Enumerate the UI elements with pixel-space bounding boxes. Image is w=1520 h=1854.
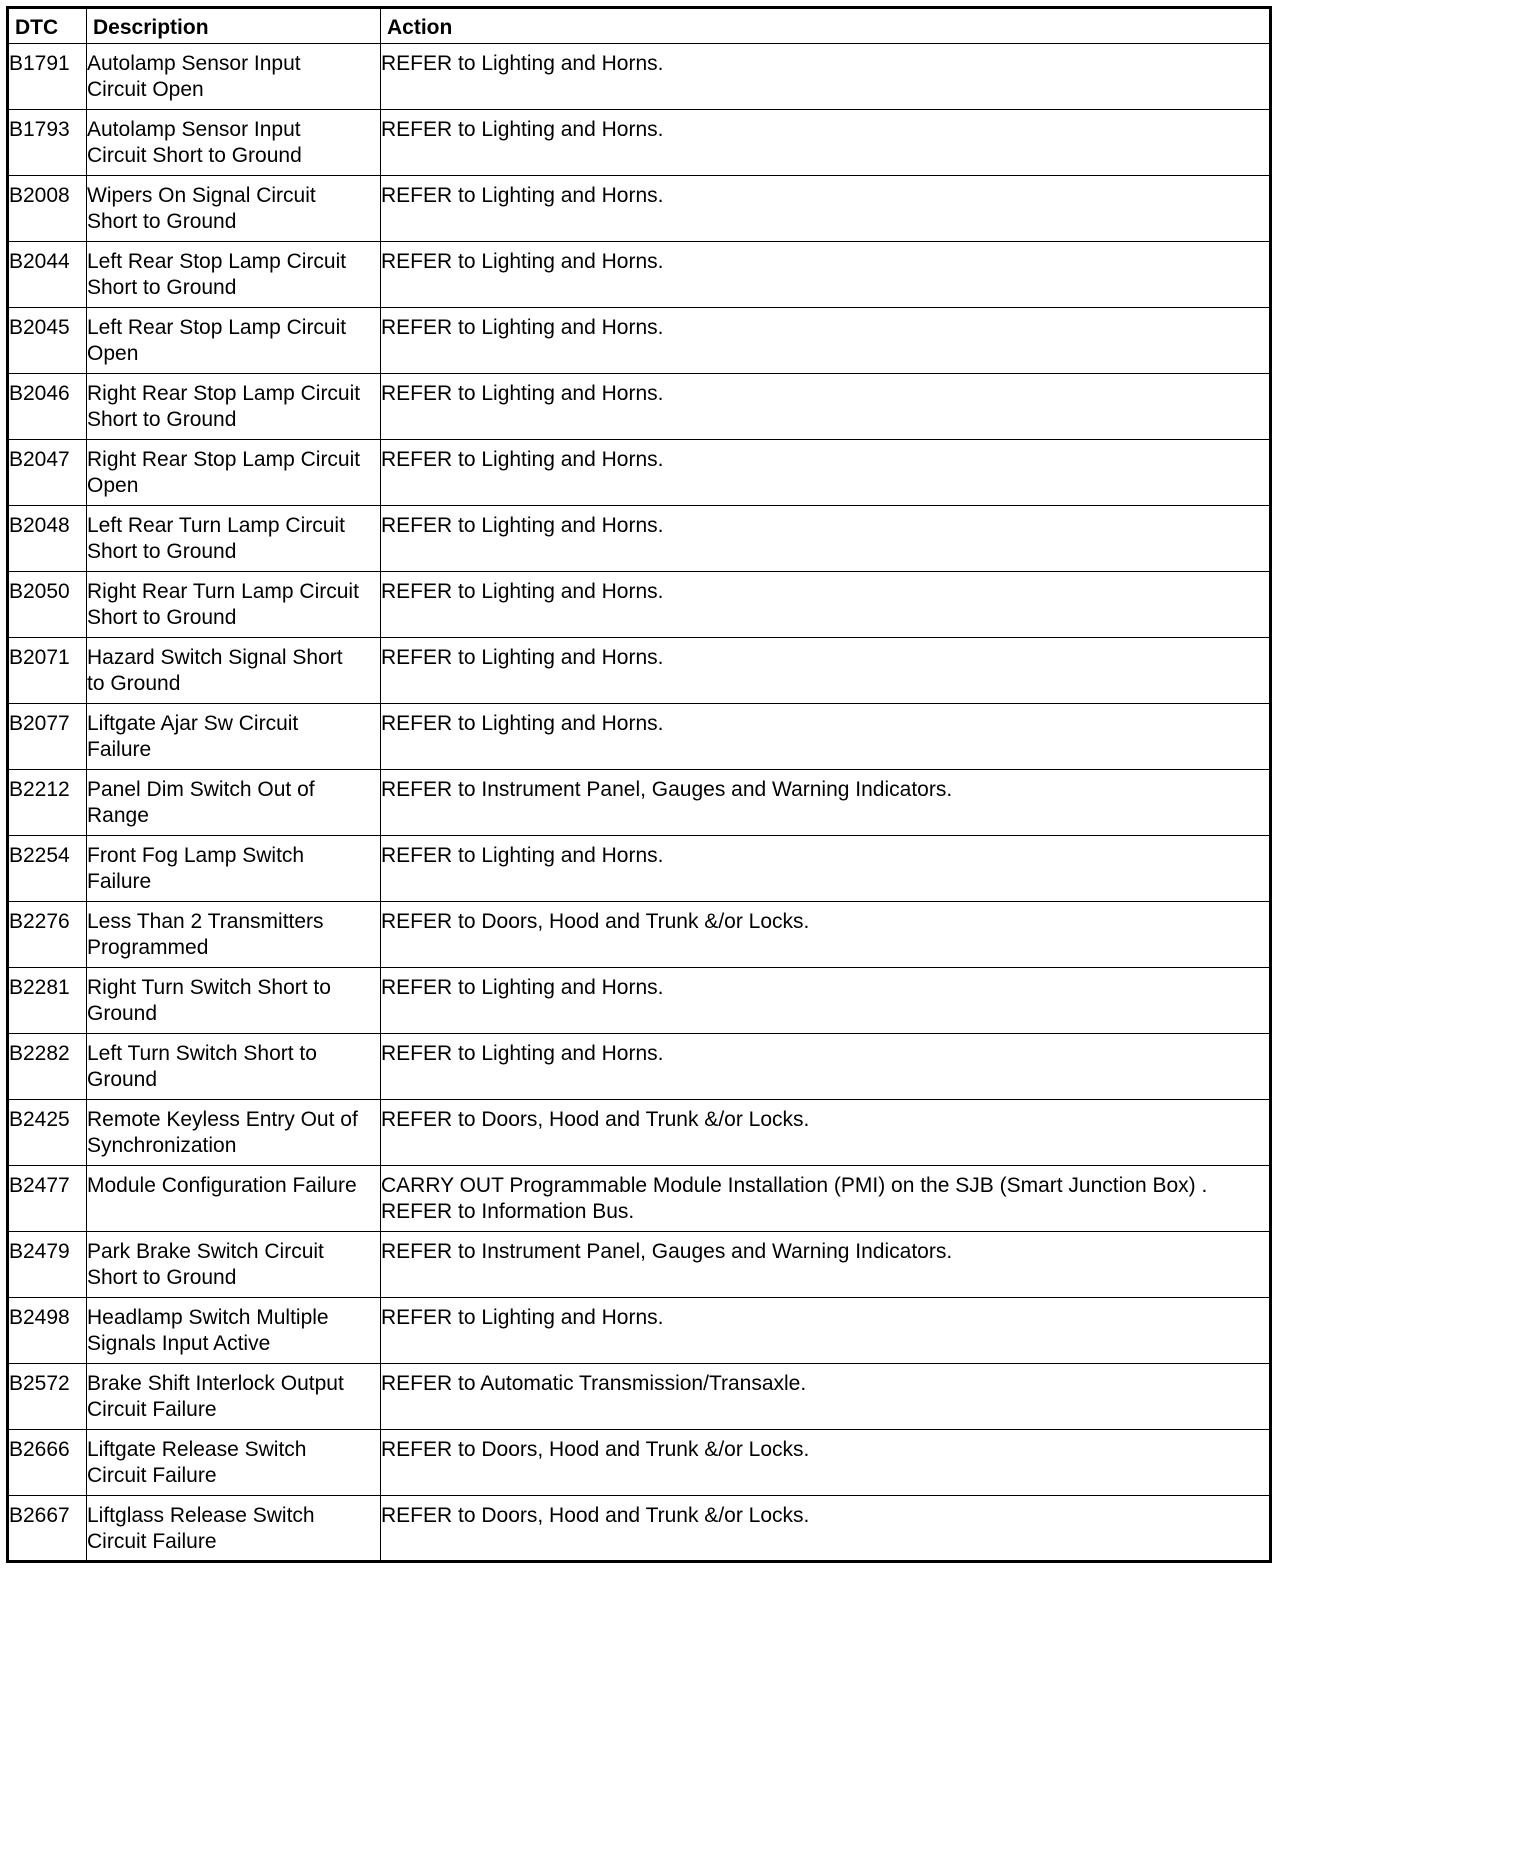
action-line: REFER to Lighting and Horns. [381,580,664,603]
action-line: REFER to Lighting and Horns. [381,184,664,207]
dtc-description [87,1232,381,1298]
description-line: Front Fog Lamp Switch [87,844,305,867]
table-row [8,902,1271,968]
dtc-description [87,572,381,638]
table-row [8,506,1271,572]
description-line: Ground [87,1002,158,1025]
action-line: REFER to Lighting and Horns. [381,646,664,669]
action-line: REFER to Lighting and Horns. [381,250,664,273]
dtc-code: B2050 [8,572,87,638]
dtc-description [87,1034,381,1100]
dtc-code: B2282 [8,1034,87,1100]
description-line: Headlamp Switch Multiple [87,1306,329,1329]
dtc-code: B2667 [8,1496,87,1562]
table-row [8,968,1271,1034]
description-line: Open [87,342,139,365]
dtc-code: B2071 [8,638,87,704]
action-line: REFER to Doors, Hood and Trunk &/or Locks. [381,1108,810,1131]
dtc-code: B2044 [8,242,87,308]
action-line: REFER to Lighting and Horns. [381,118,664,141]
dtc-code: B2008 [8,176,87,242]
header-dtc: DTC [8,8,87,44]
dtc-code: B2045 [8,308,87,374]
dtc-action [381,1430,1271,1496]
action-line: REFER to Instrument Panel, Gauges and Warning Indicators. [381,1240,953,1263]
description-line: Liftgate Ajar Sw Circuit [87,712,299,735]
table-row [8,242,1271,308]
dtc-description [87,638,381,704]
table-row [8,110,1271,176]
action-line: REFER to Lighting and Horns. [381,448,664,471]
description-line: Circuit Failure [87,1530,217,1553]
action-line: REFER to Lighting and Horns. [381,976,664,999]
description-line: Right Rear Stop Lamp Circuit [87,448,361,471]
action-line: REFER to Lighting and Horns. [381,514,664,537]
action-line: REFER to Lighting and Horns. [381,1042,664,1065]
dtc-action [381,770,1271,836]
dtc-action [381,374,1271,440]
dtc-action [381,242,1271,308]
dtc-description [87,902,381,968]
dtc-action [381,1166,1271,1232]
description-line: Range [87,804,149,827]
table-row [8,638,1271,704]
dtc-action [381,968,1271,1034]
dtc-action [381,308,1271,374]
table-row [8,1430,1271,1496]
action-line: REFER to Lighting and Horns. [381,382,664,405]
dtc-action [381,1100,1271,1166]
action-line: REFER to Doors, Hood and Trunk &/or Locks. [381,1504,810,1527]
description-line: Brake Shift Interlock Output [87,1372,344,1395]
dtc-description [87,1166,381,1232]
header-description: Description [87,8,381,44]
action-line: REFER to Lighting and Horns. [381,712,664,735]
dtc-description [87,110,381,176]
dtc-action [381,110,1271,176]
table-row [8,1364,1271,1430]
dtc-action [381,572,1271,638]
description-line: Circuit Short to Ground [87,144,302,167]
action-line: REFER to Information Bus. [381,1200,635,1223]
description-line: Left Rear Turn Lamp Circuit [87,514,345,537]
dtc-action [381,638,1271,704]
dtc-description [87,1364,381,1430]
action-line: REFER to Lighting and Horns. [381,316,664,339]
dtc-description [87,1298,381,1364]
dtc-code: B2048 [8,506,87,572]
dtc-code: B2047 [8,440,87,506]
table-body [8,44,1271,1562]
table-row [8,1298,1271,1364]
table-row [8,1034,1271,1100]
dtc-code: B2254 [8,836,87,902]
action-line: REFER to Automatic Transmission/Transaxle. [381,1372,807,1395]
description-line: Right Rear Turn Lamp Circuit [87,580,359,603]
dtc-description [87,968,381,1034]
description-line: Remote Keyless Entry Out of [87,1108,358,1131]
table-row [8,176,1271,242]
dtc-action [381,902,1271,968]
action-line: REFER to Lighting and Horns. [381,52,664,75]
dtc-code: B2498 [8,1298,87,1364]
dtc-description [87,1100,381,1166]
dtc-action [381,836,1271,902]
dtc-code: B2572 [8,1364,87,1430]
table-row [8,704,1271,770]
action-line: REFER to Doors, Hood and Trunk &/or Locks. [381,910,810,933]
dtc-description [87,440,381,506]
dtc-code: B2666 [8,1430,87,1496]
description-line: Right Turn Switch Short to [87,976,331,999]
dtc-description [87,770,381,836]
dtc-code: B2212 [8,770,87,836]
description-line: Failure [87,870,152,893]
description-line: Right Rear Stop Lamp Circuit [87,382,361,405]
description-line: Panel Dim Switch Out of [87,778,315,801]
dtc-action [381,1232,1271,1298]
action-line: REFER to Lighting and Horns. [381,844,664,867]
description-line: Short to Ground [87,210,237,233]
description-line: Open [87,474,139,497]
header-action: Action [381,8,1271,44]
action-line: CARRY OUT Programmable Module Installation (PMI) on the SJB (Smart Junction Box) . [381,1174,1208,1197]
table-row [8,374,1271,440]
description-line: Left Turn Switch Short to [87,1042,317,1065]
dtc-description [87,242,381,308]
description-line: Autolamp Sensor Input [87,52,301,75]
dtc-description [87,176,381,242]
description-line: Short to Ground [87,408,237,431]
description-line: Ground [87,1068,158,1091]
dtc-action [381,1298,1271,1364]
dtc-description [87,836,381,902]
description-line: Programmed [87,936,209,959]
dtc-code: B2425 [8,1100,87,1166]
description-line: Circuit Open [87,78,204,101]
dtc-code: B2046 [8,374,87,440]
description-line: Module Configuration Failure [87,1174,357,1197]
description-line: Wipers On Signal Circuit [87,184,316,207]
description-line: Left Rear Stop Lamp Circuit [87,316,347,339]
description-line: Signals Input Active [87,1332,271,1355]
dtc-action [381,1364,1271,1430]
dtc-action [381,506,1271,572]
dtc-code: B1793 [8,110,87,176]
dtc-description [87,704,381,770]
dtc-table [6,6,1272,1563]
description-line: Liftgate Release Switch [87,1438,307,1461]
table-row [8,1166,1271,1232]
dtc-description [87,506,381,572]
dtc-code: B2281 [8,968,87,1034]
description-line: Autolamp Sensor Input [87,118,301,141]
dtc-description [87,1496,381,1562]
dtc-action [381,44,1271,110]
description-line: Short to Ground [87,540,237,563]
dtc-code: B1791 [8,44,87,110]
dtc-action [381,440,1271,506]
dtc-action [381,176,1271,242]
dtc-description [87,1430,381,1496]
description-line: Liftglass Release Switch [87,1504,315,1527]
dtc-code: B2477 [8,1166,87,1232]
description-line: to Ground [87,672,181,695]
dtc-action [381,704,1271,770]
dtc-code: B2077 [8,704,87,770]
description-line: Park Brake Switch Circuit [87,1240,324,1263]
table-row [8,440,1271,506]
action-line: REFER to Doors, Hood and Trunk &/or Locks. [381,1438,810,1461]
description-line: Short to Ground [87,1266,237,1289]
table-row [8,836,1271,902]
header-row [8,8,1271,44]
table-row [8,1496,1271,1562]
dtc-code: B2479 [8,1232,87,1298]
dtc-description [87,374,381,440]
dtc-action [381,1496,1271,1562]
description-line: Less Than 2 Transmitters [87,910,324,933]
description-line: Synchronization [87,1134,237,1157]
dtc-description [87,44,381,110]
table-row [8,572,1271,638]
description-line: Short to Ground [87,606,237,629]
table-row [8,308,1271,374]
table-row [8,1100,1271,1166]
dtc-code: B2276 [8,902,87,968]
description-line: Failure [87,738,152,761]
description-line: Left Rear Stop Lamp Circuit [87,250,347,273]
action-line: REFER to Instrument Panel, Gauges and Warning Indicators. [381,778,953,801]
description-line: Hazard Switch Signal Short [87,646,343,669]
table-row [8,1232,1271,1298]
dtc-description [87,308,381,374]
description-line: Short to Ground [87,276,237,299]
action-line: REFER to Lighting and Horns. [381,1306,664,1329]
description-line: Circuit Failure [87,1398,217,1421]
dtc-action [381,1034,1271,1100]
table-row [8,44,1271,110]
description-line: Circuit Failure [87,1464,217,1487]
table-row [8,770,1271,836]
